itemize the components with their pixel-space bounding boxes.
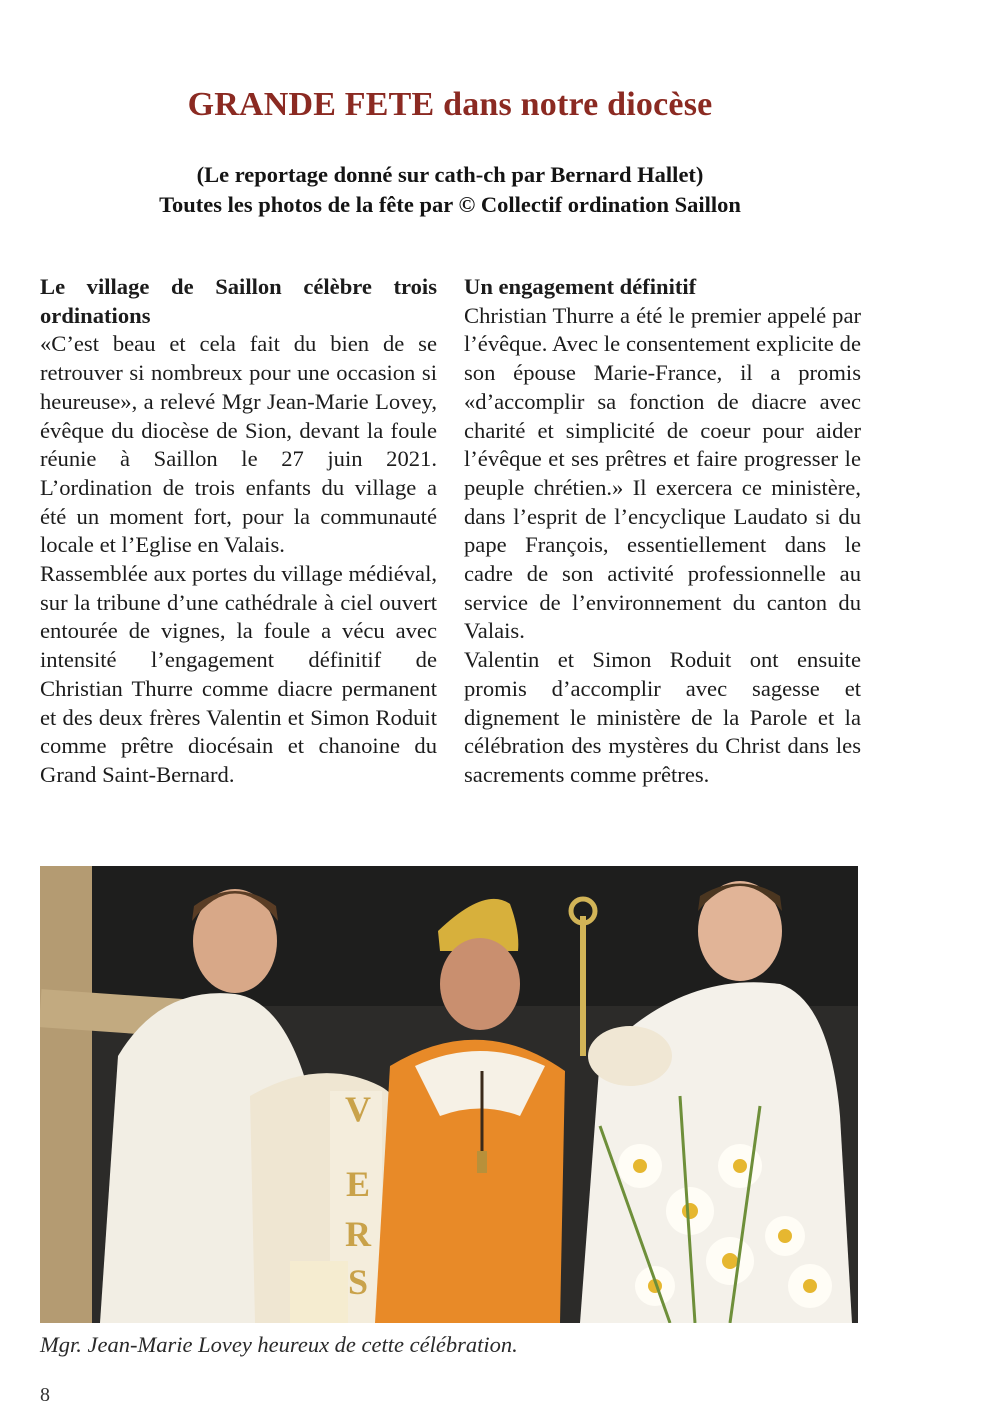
article-credits: [0, 160, 900, 220]
stole-letter: V: [345, 1089, 371, 1129]
stole-letter: R: [345, 1214, 371, 1254]
photo-illustration: [40, 866, 858, 1323]
left-column: [40, 273, 437, 790]
crozier: [580, 916, 586, 1056]
page-title: GRANDE FETE dans notre diocèse: [187, 86, 713, 123]
section-heading-saillon: Le village de Saillon célèbre trois ordinations: [40, 274, 437, 328]
page-number: 8: [40, 1384, 50, 1406]
right-column: [464, 273, 861, 790]
wooden-post: [40, 866, 92, 1323]
paragraph: Rassemblée aux portes du village médiéval, sur la tribune d’une cathédrale à ciel ouvert entourée de vignes, la foule a vécu avec intensité l’engagement définitif de Christian Thurre comme diacre permanent et des deux frères Valentin et Simon Roduit comme prêtre diocésain et chanoine du Grand Saint-Bernard.: [40, 561, 437, 787]
stole-letter: E: [345, 1164, 371, 1204]
section-heading-engagement: Un engagement définitif: [464, 274, 697, 299]
bishop-head: [440, 938, 520, 1030]
stole-letter: S: [347, 1262, 369, 1302]
credit-line-report: (Le reportage donné sur cath-ch par Bernard Hallet): [196, 162, 704, 187]
paragraph: «C’est beau et cela fait du bien de se retrouver si nombreux pour une occasion si heureuse», a relevé Mgr Jean-Marie Lovey, évêque du diocèse de Sion, devant la foule réunie à Saillon le 27 juin 2021. L’ordination de trois enfants du village a été un moment fort, pour la communauté locale et l’Eglise en Valais.: [40, 331, 437, 558]
ordination-photo: [40, 866, 858, 1323]
paragraph: Christian Thurre a été le premier appelé par l’évêque. Avec le consentement explicite de son épouse Marie-France, il a promis «d’accomplir sa fonction de diacre avec charité et simplicité de coeur pour aider l’évêque et ses prêtres et faire progresser le peuple chrétien.» Il exercera ce ministère, dans l’esprit de l’encyclique Laudato si du pape François, essentiellement dans le cadre de son activité professionnelle au service de l’environnement du canton du Valais.: [464, 302, 861, 644]
photo-caption: Mgr. Jean-Marie Lovey heureux de cette célébration.: [40, 1332, 518, 1357]
credit-line-photos: Toutes les photos de la fête par © Collectif ordination Saillon: [159, 192, 741, 217]
paragraph: Valentin et Simon Roduit ont ensuite promis d’accomplir avec sagesse et dignement le ministère de la Parole et la célébration des mystères du Christ dans les sacrements comme prêtres.: [464, 647, 861, 787]
candle: [290, 1261, 348, 1323]
